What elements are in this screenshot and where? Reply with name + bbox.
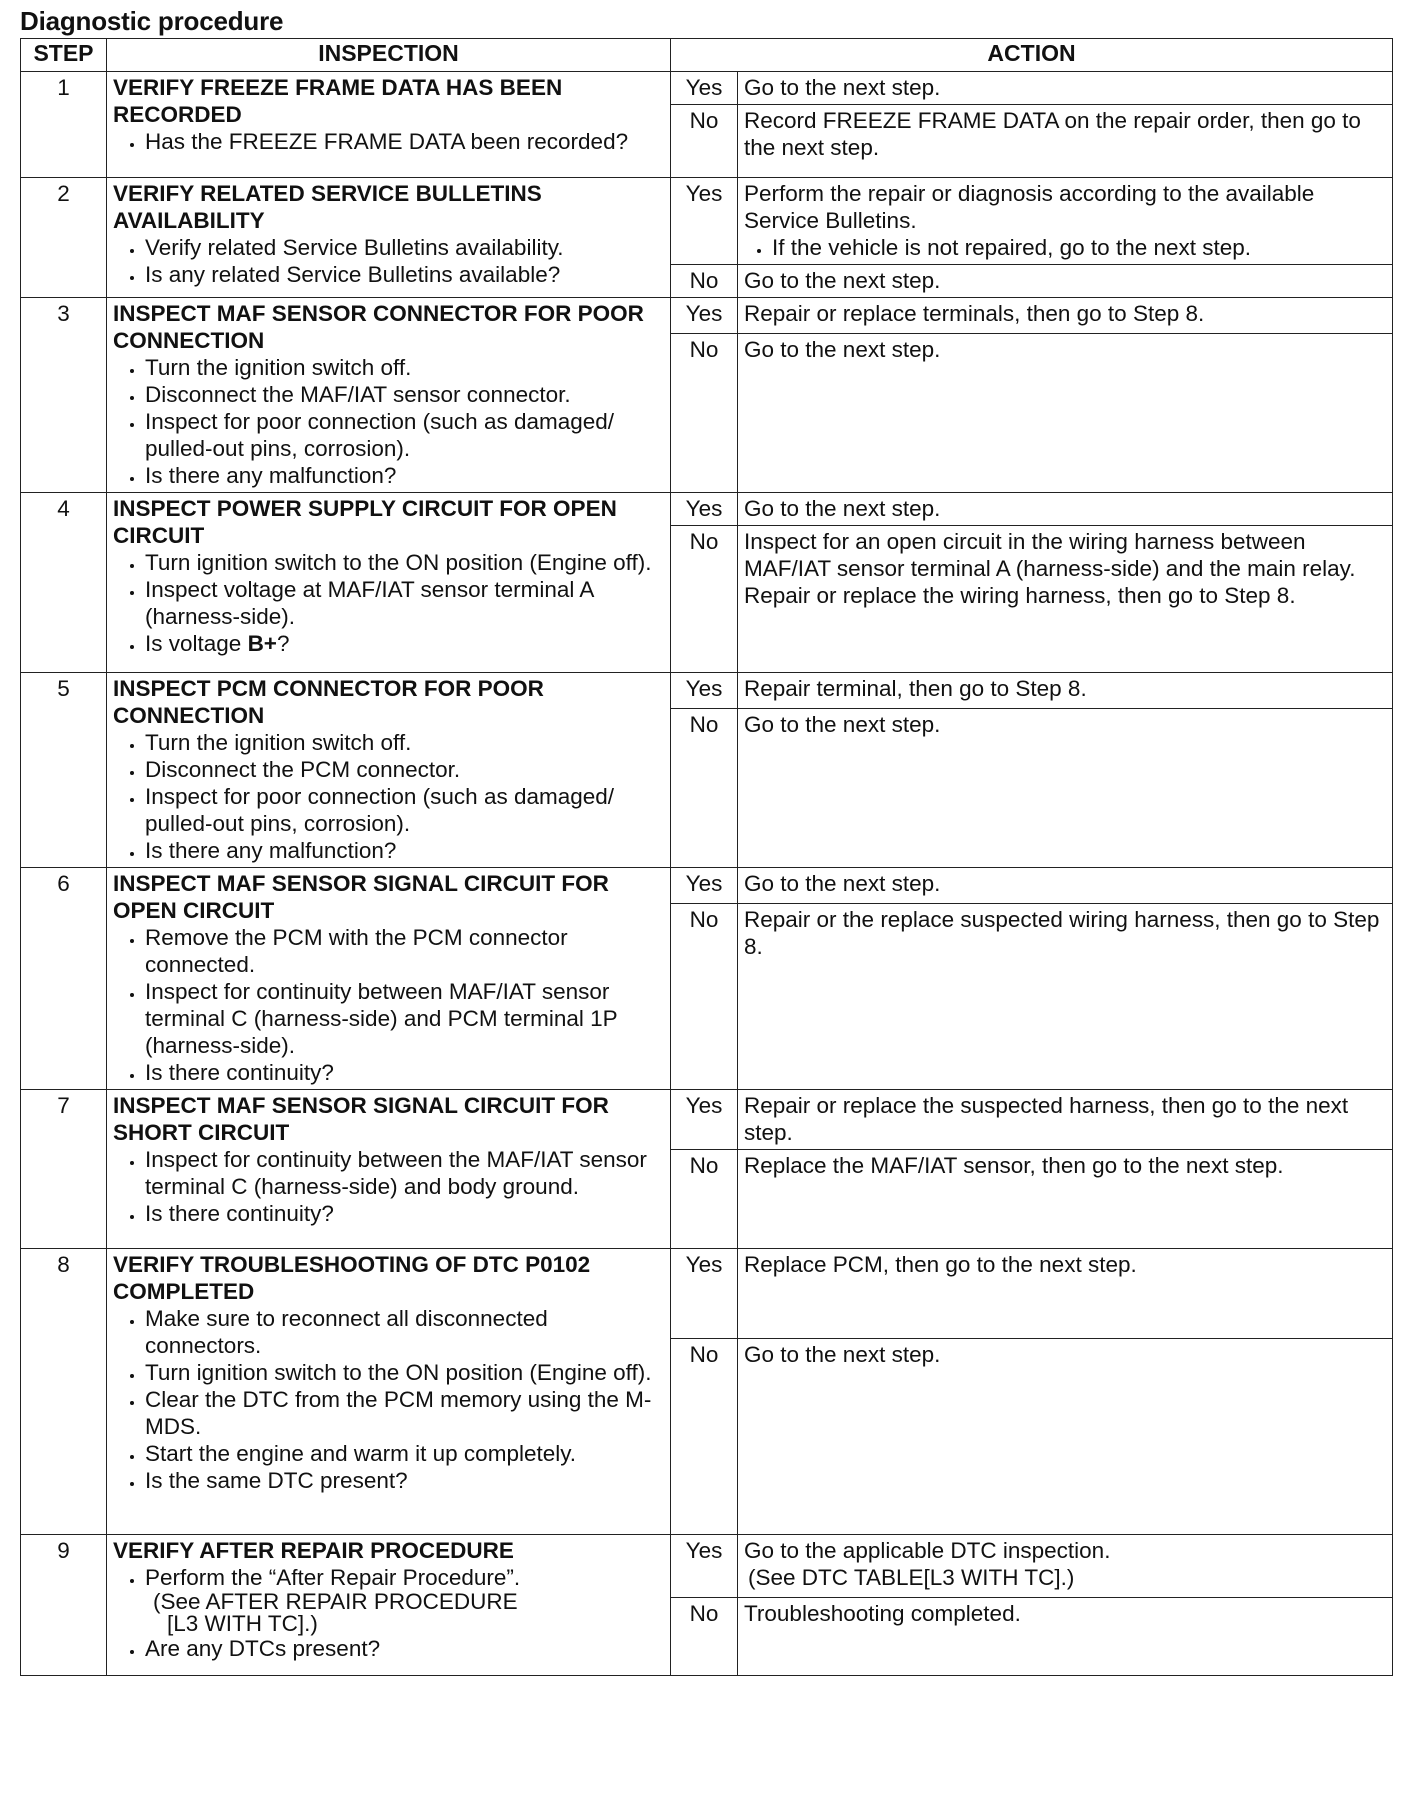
- no-label: No: [671, 1339, 738, 1535]
- inspection-cell: [107, 868, 671, 1090]
- yes-action: Repair or replace terminals, then go to Step 8.: [738, 298, 1393, 334]
- action-bullets: [744, 234, 1386, 261]
- yes-action: Go to the next step.: [738, 868, 1393, 904]
- action-bullet: • If the vehicle is not repaired, go to the next step.: [772, 234, 1386, 261]
- inspection-bullet: • Disconnect the MAF/IAT sensor connector.: [145, 381, 664, 408]
- table-row: [21, 178, 1393, 265]
- action-column-header: ACTION: [671, 39, 1393, 72]
- inspection-cell: [107, 673, 671, 868]
- step-number: 7: [21, 1090, 107, 1249]
- inspection-bullet: • Turn ignition switch to the ON position (Engine off).: [145, 549, 664, 576]
- inspection-title: INSPECT POWER SUPPLY CIRCUIT FOR OPEN CIRCUIT: [113, 496, 617, 548]
- step-number: 6: [21, 868, 107, 1090]
- no-label: No: [671, 903, 738, 1089]
- no-action: Go to the next step.: [738, 265, 1393, 298]
- inspection-bullets: [113, 234, 664, 288]
- step-number: 9: [21, 1535, 107, 1676]
- yes-action: Perform the repair or diagnosis according to the available Service Bulletins.: [744, 181, 1315, 233]
- step-number: 4: [21, 493, 107, 673]
- inspection-title: INSPECT MAF SENSOR CONNECTOR FOR POOR CONNECTION: [113, 301, 644, 353]
- inspection-bullet: • Start the engine and warm it up completely.: [145, 1440, 664, 1467]
- yes-action: Go to the applicable DTC inspection.: [744, 1538, 1111, 1563]
- yes-label: Yes: [671, 1090, 738, 1150]
- yes-action-cell: [738, 1535, 1393, 1598]
- no-label: No: [671, 105, 738, 178]
- yes-action-cell: [738, 178, 1393, 265]
- diagnostic-procedure-table: [20, 38, 1393, 1676]
- yes-label: Yes: [671, 493, 738, 526]
- table-row: [21, 493, 1393, 526]
- inspection-bullet: • Inspect for poor connection (such as damaged/ pulled-out pins, corrosion).: [145, 408, 664, 462]
- inspection-title: VERIFY AFTER REPAIR PROCEDURE: [113, 1538, 514, 1563]
- no-label: No: [671, 1598, 738, 1676]
- no-action: Troubleshooting completed.: [738, 1598, 1393, 1676]
- yes-action: Repair terminal, then go to Step 8.: [738, 673, 1393, 709]
- table-row: [21, 868, 1393, 904]
- inspection-bullet: • Clear the DTC from the PCM memory using the M-MDS.: [145, 1386, 664, 1440]
- no-action: Repair or the replace suspected wiring harness, then go to Step 8.: [738, 903, 1393, 1089]
- yes-action: Repair or replace the suspected harness, then go to the next step.: [738, 1090, 1393, 1150]
- yes-action: Replace PCM, then go to the next step.: [738, 1249, 1393, 1339]
- inspection-bullets: [113, 1564, 664, 1662]
- yes-action: Go to the next step.: [738, 493, 1393, 526]
- inspection-bullet: • Is there continuity?: [145, 1059, 664, 1086]
- no-label: No: [671, 265, 738, 298]
- no-action: Inspect for an open circuit in the wiring harness between MAF/IAT sensor terminal A (harness-side) and the main relay.: [744, 529, 1356, 581]
- inspection-bullet: • Turn the ignition switch off.: [145, 354, 664, 381]
- inspection-title: VERIFY TROUBLESHOOTING OF DTC P0102 COMPLETED: [113, 1252, 591, 1304]
- inspection-bullet: • Is there continuity?: [145, 1200, 664, 1227]
- inspection-bullet: • Are any DTCs present?: [145, 1635, 664, 1662]
- step-number: 3: [21, 298, 107, 493]
- inspection-bullet: • Make sure to reconnect all disconnected connectors.: [145, 1305, 664, 1359]
- inspection-bullet: • Inspect voltage at MAF/IAT sensor terminal A (harness-side).: [145, 576, 664, 630]
- no-action: Go to the next step.: [738, 333, 1393, 492]
- inspection-bullets: [113, 729, 664, 864]
- yes-label: Yes: [671, 1249, 738, 1339]
- inspection-bullet: • Inspect for continuity between the MAF/IAT sensor terminal C (harness-side) and body ground.: [145, 1146, 664, 1200]
- inspection-bullet: • Is there any malfunction?: [145, 462, 664, 489]
- inspection-bullet: • Remove the PCM with the PCM connector connected.: [145, 924, 664, 978]
- inspection-title: VERIFY FREEZE FRAME DATA HAS BEEN RECORDED: [113, 75, 563, 127]
- inspection-bullet: • Turn the ignition switch off.: [145, 729, 664, 756]
- no-action: Go to the next step.: [738, 1339, 1393, 1535]
- inspection-title: INSPECT PCM CONNECTOR FOR POOR CONNECTION: [113, 676, 544, 728]
- step-column-header: STEP: [21, 39, 107, 72]
- no-action-repair: Repair or replace the wiring harness, then go to Step 8.: [744, 583, 1296, 608]
- inspection-bullets: [113, 924, 664, 1086]
- inspection-cell: [107, 493, 671, 673]
- step-number: 8: [21, 1249, 107, 1535]
- table-header-row: [21, 39, 1393, 72]
- yes-label: Yes: [671, 868, 738, 904]
- inspection-bullet: [145, 1564, 664, 1635]
- bullet-text: ?: [276, 631, 290, 656]
- no-label: No: [671, 1150, 738, 1249]
- step-number: 1: [21, 72, 107, 178]
- reference-link[interactable]: (See AFTER REPAIR PROCEDURE: [153, 1589, 518, 1614]
- inspection-column-header: INSPECTION: [107, 39, 671, 72]
- reference-link[interactable]: (See DTC TABLE[L3 WITH TC].): [748, 1565, 1075, 1590]
- no-action: Record FREEZE FRAME DATA on the repair order, then go to the next step.: [738, 105, 1393, 178]
- inspection-bullet: • Verify related Service Bulletins availability.: [145, 234, 664, 261]
- no-label: No: [671, 526, 738, 673]
- inspection-title: VERIFY RELATED SERVICE BULLETINS AVAILABILITY: [113, 181, 542, 233]
- step-number: 2: [21, 178, 107, 298]
- table-row: [21, 1535, 1393, 1598]
- table-row: [21, 72, 1393, 105]
- inspection-title: INSPECT MAF SENSOR SIGNAL CIRCUIT FOR OPEN CIRCUIT: [113, 871, 609, 923]
- bullet-text: Is voltage: [145, 631, 248, 656]
- inspection-bullet: • Is there any malfunction?: [145, 837, 664, 864]
- table-row: [21, 673, 1393, 709]
- page-title: Diagnostic procedure: [20, 6, 284, 36]
- inspection-cell: [107, 1090, 671, 1249]
- inspection-bullets: [113, 549, 664, 657]
- yes-label: Yes: [671, 298, 738, 334]
- inspection-bullet-text: • Perform the “After Repair Procedure”.: [145, 1565, 521, 1590]
- table-row: [21, 1090, 1393, 1150]
- yes-label: Yes: [671, 1535, 738, 1598]
- yes-label: Yes: [671, 178, 738, 265]
- inspection-bullet: [145, 630, 664, 657]
- inspection-cell: [107, 1535, 671, 1676]
- inspection-bullets: [113, 1305, 664, 1494]
- inspection-bullet: • Disconnect the PCM connector.: [145, 756, 664, 783]
- no-action: Replace the MAF/IAT sensor, then go to the next step.: [738, 1150, 1393, 1249]
- inspection-bullets: [113, 354, 664, 489]
- inspection-bullet: • Has the FREEZE FRAME DATA been recorded?: [145, 128, 664, 155]
- inspection-cell: [107, 298, 671, 493]
- voltage-value: B+: [247, 631, 277, 656]
- no-action: Go to the next step.: [738, 708, 1393, 867]
- inspection-bullet: • Is the same DTC present?: [145, 1467, 664, 1494]
- yes-label: Yes: [671, 72, 738, 105]
- yes-label: Yes: [671, 673, 738, 709]
- no-action-cell: [738, 526, 1393, 673]
- inspection-bullets: [113, 1146, 664, 1227]
- inspection-cell: [107, 72, 671, 178]
- inspection-title: INSPECT MAF SENSOR SIGNAL CIRCUIT FOR SHORT CIRCUIT: [113, 1093, 609, 1145]
- inspection-bullet: • Inspect for poor connection (such as damaged/ pulled-out pins, corrosion).: [145, 783, 664, 837]
- table-row: [21, 1249, 1393, 1339]
- inspection-bullets: [113, 128, 664, 155]
- inspection-cell: [107, 1249, 671, 1535]
- inspection-bullet: • Turn ignition switch to the ON position (Engine off).: [145, 1359, 664, 1386]
- inspection-cell: [107, 178, 671, 298]
- inspection-bullet: • Inspect for continuity between MAF/IAT sensor terminal C (harness-side) and PCM terminal 1P (harness-side).: [145, 978, 664, 1059]
- step-number: 5: [21, 673, 107, 868]
- inspection-bullet: • Is any related Service Bulletins available?: [145, 261, 664, 288]
- yes-action: Go to the next step.: [738, 72, 1393, 105]
- reference-link[interactable]: [L3 WITH TC].): [167, 1611, 318, 1636]
- no-label: No: [671, 333, 738, 492]
- table-row: [21, 298, 1393, 334]
- no-label: No: [671, 708, 738, 867]
